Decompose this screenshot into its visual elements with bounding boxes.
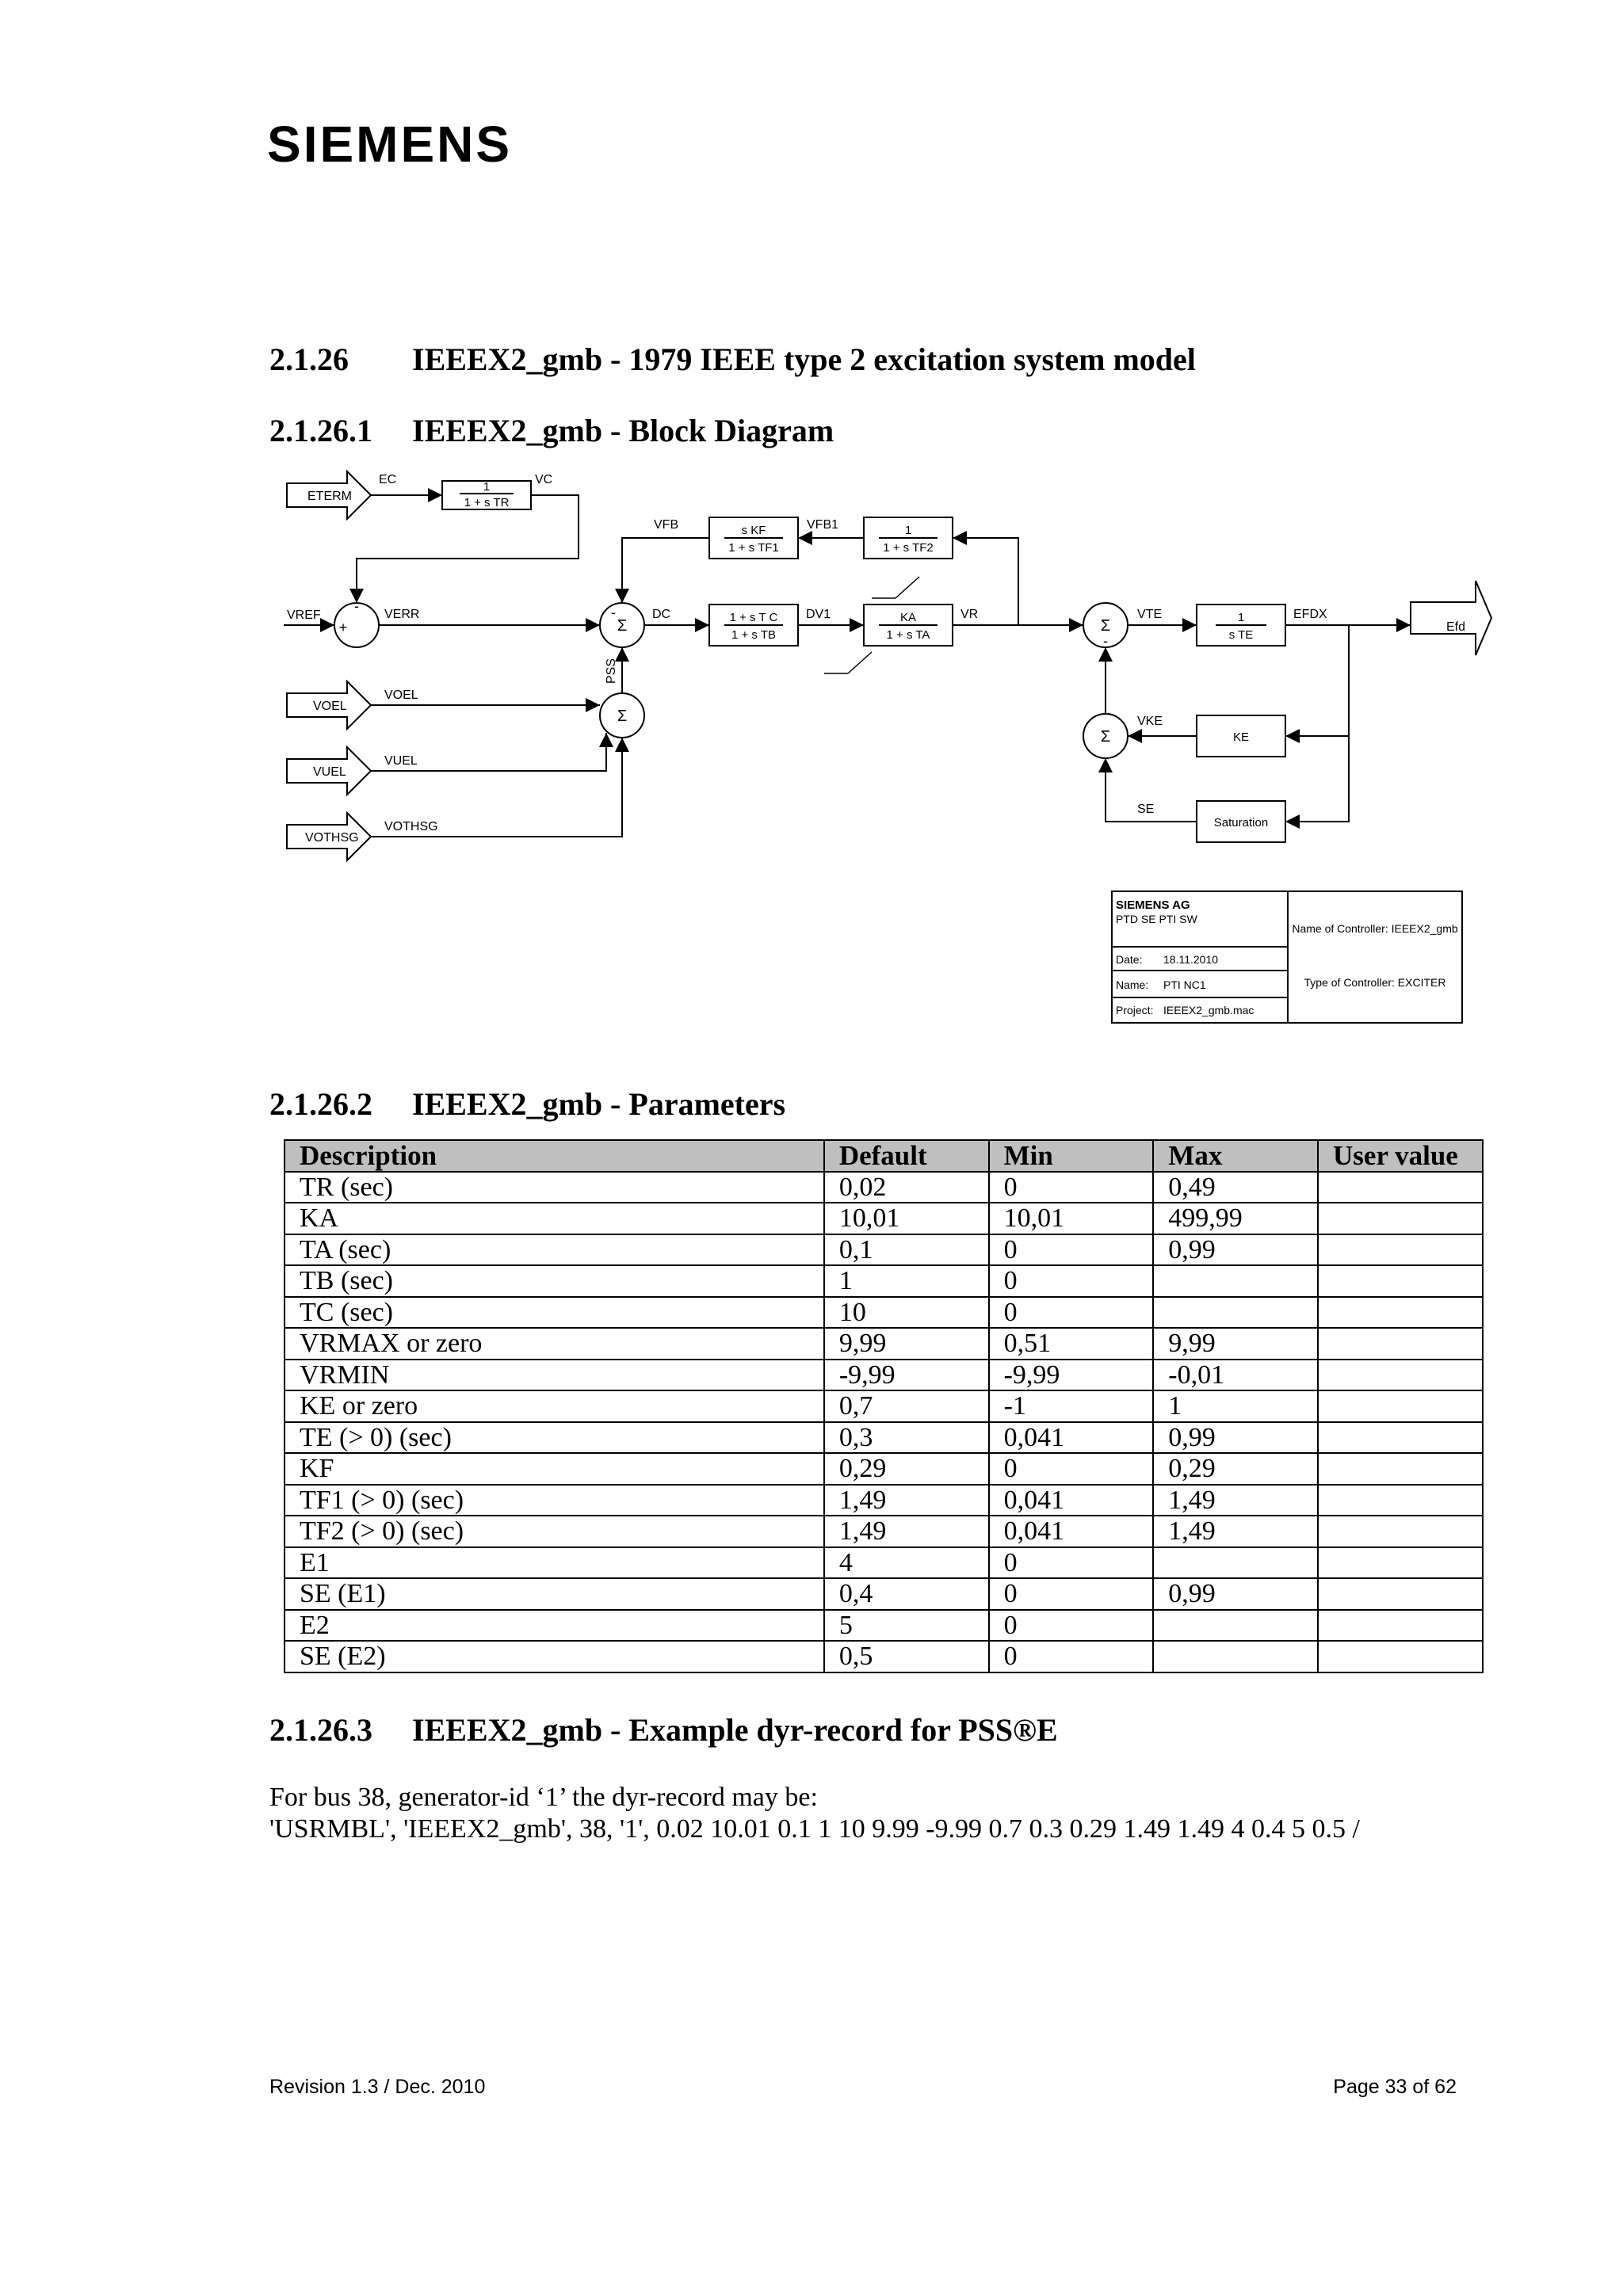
table-cell	[1318, 1234, 1483, 1266]
efdx-label: EFDX	[1293, 608, 1327, 621]
table-cell	[1318, 1297, 1483, 1329]
table-cell: 1	[824, 1265, 989, 1297]
table-cell: 0	[989, 1610, 1154, 1642]
se-label: SE	[1137, 803, 1155, 816]
table-cell: 1	[1153, 1390, 1318, 1422]
table-cell: TA (sec)	[285, 1234, 824, 1266]
table-cell: TC (sec)	[285, 1297, 824, 1329]
table-cell	[1318, 1265, 1483, 1297]
te-denominator: s TE	[1228, 628, 1254, 642]
table-cell: TR (sec)	[285, 1172, 824, 1203]
tb-dept: PTD SE PTI SW	[1116, 913, 1197, 925]
table-cell: 0,51	[989, 1328, 1154, 1360]
table-cell: 0	[989, 1297, 1154, 1329]
table-cell: 0,99	[1153, 1234, 1318, 1266]
table-cell: 5	[824, 1610, 989, 1642]
ec-label: EC	[379, 473, 397, 486]
table-cell	[1153, 1547, 1318, 1579]
table-cell	[1318, 1328, 1483, 1360]
vfb1-label: VFB1	[807, 518, 839, 532]
table-cell: VRMAX or zero	[285, 1328, 824, 1360]
table-cell	[1318, 1485, 1483, 1516]
tb-date-label: Date:	[1116, 953, 1143, 966]
table-cell: KE or zero	[285, 1390, 824, 1422]
table-cell: 10	[824, 1297, 989, 1329]
table-cell: 10,01	[989, 1203, 1154, 1234]
ta-denominator: 1 + s TA	[886, 628, 930, 642]
ke-label: KE	[1232, 730, 1250, 744]
tb-company: SIEMENS AG	[1116, 898, 1190, 912]
table-row	[285, 1485, 1483, 1516]
table-cell: TE (> 0) (sec)	[285, 1422, 824, 1454]
dv1-label: DV1	[806, 608, 831, 621]
table-row	[285, 1203, 1483, 1234]
saturation-label: Saturation	[1213, 816, 1269, 830]
tb-date: 18.11.2010	[1163, 953, 1219, 966]
vke-sum-symbol: Σ	[1100, 728, 1111, 746]
parameters-table-body	[285, 1172, 1483, 1672]
table-cell: 0,99	[1153, 1578, 1318, 1610]
table-cell	[1318, 1360, 1483, 1391]
table-cell: 0	[989, 1453, 1154, 1485]
column-header: Min	[989, 1140, 1154, 1172]
voel-input-label: VOEL	[313, 700, 347, 713]
subsection-title: IEEEX2_gmb - Parameters	[412, 1086, 786, 1122]
table-row	[285, 1641, 1483, 1672]
parameters-heading	[269, 1085, 786, 1123]
table-cell: 0	[989, 1547, 1154, 1579]
table-cell: 9,99	[1153, 1328, 1318, 1360]
section-title: IEEEX2_gmb - 1979 IEEE type 2 excitation system model	[412, 341, 1196, 377]
table-cell	[1318, 1422, 1483, 1454]
table-cell: TF1 (> 0) (sec)	[285, 1485, 824, 1516]
column-header: User value	[1318, 1140, 1483, 1172]
table-row	[285, 1516, 1483, 1547]
vothsg-input-label: VOTHSG	[305, 831, 359, 845]
table-row	[285, 1390, 1483, 1422]
table-cell	[1318, 1610, 1483, 1642]
footer-revision: Revision 1.3 / Dec. 2010	[269, 2076, 486, 2098]
voel-signal-label: VOEL	[384, 688, 418, 702]
table-cell: 4	[824, 1547, 989, 1579]
vfb-label: VFB	[654, 518, 679, 532]
table-cell: 0	[989, 1172, 1154, 1203]
efd-output-label: Efd	[1445, 620, 1466, 634]
vr-label: VR	[960, 608, 979, 621]
table-cell: -1	[989, 1390, 1154, 1422]
tb-name: PTI NC1	[1163, 978, 1206, 991]
table-cell: SE (E1)	[285, 1578, 824, 1610]
tb-project: IEEEX2_gmb.mac	[1163, 1004, 1254, 1016]
vke-label: VKE	[1137, 715, 1163, 728]
table-row	[285, 1453, 1483, 1485]
vothsg-signal-label: VOTHSG	[384, 820, 438, 833]
vte-minus-sign: -	[1103, 633, 1108, 649]
table-cell	[1153, 1265, 1318, 1297]
table-cell: VRMIN	[285, 1360, 824, 1391]
table-row	[285, 1578, 1483, 1610]
footer-page-number: Page 33 of 62	[1333, 2076, 1457, 2098]
table-row	[285, 1265, 1483, 1297]
table-cell: 0,49	[1153, 1172, 1318, 1203]
vte-label: VTE	[1137, 608, 1163, 621]
table-cell: 0	[989, 1641, 1154, 1672]
dyr-record: 'USRMBL', 'IEEEX2_gmb', 38, '1', 0.02 10.01 0.1 1 10 9.99 -9.99 0.7 0.3 0.29 1.49 1.49 4 0.4 5 0.5 /	[269, 1814, 1360, 1844]
ka-numerator: KA	[899, 611, 917, 624]
table-cell: TB (sec)	[285, 1265, 824, 1297]
table-row	[285, 1547, 1483, 1579]
table-cell: 0,041	[989, 1516, 1154, 1547]
tb-denominator: 1 + s TB	[731, 628, 777, 642]
table-cell	[1318, 1578, 1483, 1610]
vte-sum-symbol: Σ	[1100, 617, 1111, 635]
table-cell: 0,02	[824, 1172, 989, 1203]
table-cell	[1318, 1641, 1483, 1672]
vref-label: VREF	[287, 608, 321, 622]
table-header-row	[285, 1140, 1483, 1172]
table-cell	[1318, 1516, 1483, 1547]
table-cell	[1318, 1453, 1483, 1485]
table-cell: 1,49	[1153, 1485, 1318, 1516]
table-cell: -9,99	[824, 1360, 989, 1391]
table-row	[285, 1422, 1483, 1454]
table-row	[285, 1297, 1483, 1329]
table-row	[285, 1610, 1483, 1642]
siemens-logo	[267, 111, 544, 174]
table-cell	[1318, 1547, 1483, 1579]
table-cell: 0	[989, 1234, 1154, 1266]
eterm-label: ETERM	[307, 490, 352, 503]
table-cell: 0,7	[824, 1390, 989, 1422]
table-cell	[1318, 1203, 1483, 1234]
tb-controller-name: Name of Controller: IEEEX2_gmb	[1292, 922, 1458, 935]
table-cell: 0,29	[1153, 1453, 1318, 1485]
table-cell: 0	[989, 1265, 1154, 1297]
table-cell: 1,49	[824, 1485, 989, 1516]
block-diagram-heading	[269, 412, 834, 449]
column-header: Default	[824, 1140, 989, 1172]
table-cell: TF2 (> 0) (sec)	[285, 1516, 824, 1547]
table-cell	[1318, 1172, 1483, 1203]
table-cell: E2	[285, 1610, 824, 1642]
tf2-denominator: 1 + s TF2	[883, 541, 934, 555]
table-cell	[1318, 1390, 1483, 1422]
column-header: Description	[285, 1140, 824, 1172]
table-cell: 9,99	[824, 1328, 989, 1360]
table-cell: 0	[989, 1578, 1154, 1610]
vc-label: VC	[535, 473, 553, 486]
subsection-number: 2.1.26.1	[269, 413, 372, 448]
table-cell: 10,01	[824, 1203, 989, 1234]
tf2-numerator: 1	[904, 524, 912, 537]
table-cell: -0,01	[1153, 1360, 1318, 1391]
table-cell: 0,4	[824, 1578, 989, 1610]
verr-label: VERR	[384, 608, 420, 621]
subsection-number: 2.1.26.3	[269, 1712, 372, 1748]
te-numerator: 1	[1237, 611, 1245, 624]
kf-denominator: 1 + s TF1	[728, 541, 779, 555]
table-cell	[1153, 1610, 1318, 1642]
svg-text:SIEMENS: SIEMENS	[267, 116, 513, 173]
table-row	[285, 1172, 1483, 1203]
parameters-table	[284, 1139, 1484, 1673]
dc-label: DC	[652, 608, 671, 621]
table-cell: 0,29	[824, 1453, 989, 1485]
pss-label: PSS	[605, 658, 618, 684]
table-cell: 0,99	[1153, 1422, 1318, 1454]
table-cell: SE (E2)	[285, 1641, 824, 1672]
table-cell: 0,3	[824, 1422, 989, 1454]
table-cell: 1,49	[824, 1516, 989, 1547]
table-cell: 0,5	[824, 1641, 989, 1672]
block-diagram	[269, 463, 1506, 1034]
vuel-input-label: VUEL	[313, 765, 346, 779]
example-intro: For bus 38, generator-id ‘1’ the dyr-record may be:	[269, 1783, 818, 1812]
tc-numerator: 1 + s T C	[729, 611, 778, 624]
tr-denominator: 1 + s TR	[464, 496, 510, 509]
vuel-signal-label: VUEL	[384, 754, 418, 768]
subsection-title: IEEEX2_gmb - Example dyr-record for PSS®E	[412, 1712, 1058, 1748]
verr-minus-sign: -	[354, 598, 359, 614]
dc-minus-sign: -	[611, 605, 616, 620]
table-cell: KF	[285, 1453, 824, 1485]
table-cell: 0,1	[824, 1234, 989, 1266]
table-cell: 499,99	[1153, 1203, 1318, 1234]
section-heading	[269, 341, 1196, 378]
example-heading	[269, 1711, 1058, 1749]
efd-output-arrow	[1411, 581, 1491, 655]
table-cell: E1	[285, 1547, 824, 1579]
verr-plus-sign: +	[338, 620, 348, 635]
table-cell: 0,041	[989, 1422, 1154, 1454]
dc-sum-symbol: Σ	[617, 617, 628, 635]
table-row	[285, 1360, 1483, 1391]
section-number: 2.1.26	[269, 341, 349, 377]
tb-controller-type: Type of Controller: EXCITER	[1304, 976, 1446, 989]
table-cell: 0,041	[989, 1485, 1154, 1516]
table-row	[285, 1234, 1483, 1266]
table-cell	[1153, 1297, 1318, 1329]
table-cell: 1,49	[1153, 1516, 1318, 1547]
tb-project-label: Project:	[1116, 1004, 1154, 1016]
table-cell: -9,99	[989, 1360, 1154, 1391]
tr-numerator: 1	[483, 480, 491, 494]
subsection-number: 2.1.26.2	[269, 1086, 372, 1122]
table-cell	[1153, 1641, 1318, 1672]
pss-sum-symbol: Σ	[617, 707, 628, 725]
table-cell: KA	[285, 1203, 824, 1234]
kf-numerator: s KF	[741, 524, 766, 537]
subsection-title: IEEEX2_gmb - Block Diagram	[412, 413, 834, 448]
tb-name-label: Name:	[1116, 978, 1149, 991]
table-row	[285, 1328, 1483, 1360]
column-header: Max	[1153, 1140, 1318, 1172]
